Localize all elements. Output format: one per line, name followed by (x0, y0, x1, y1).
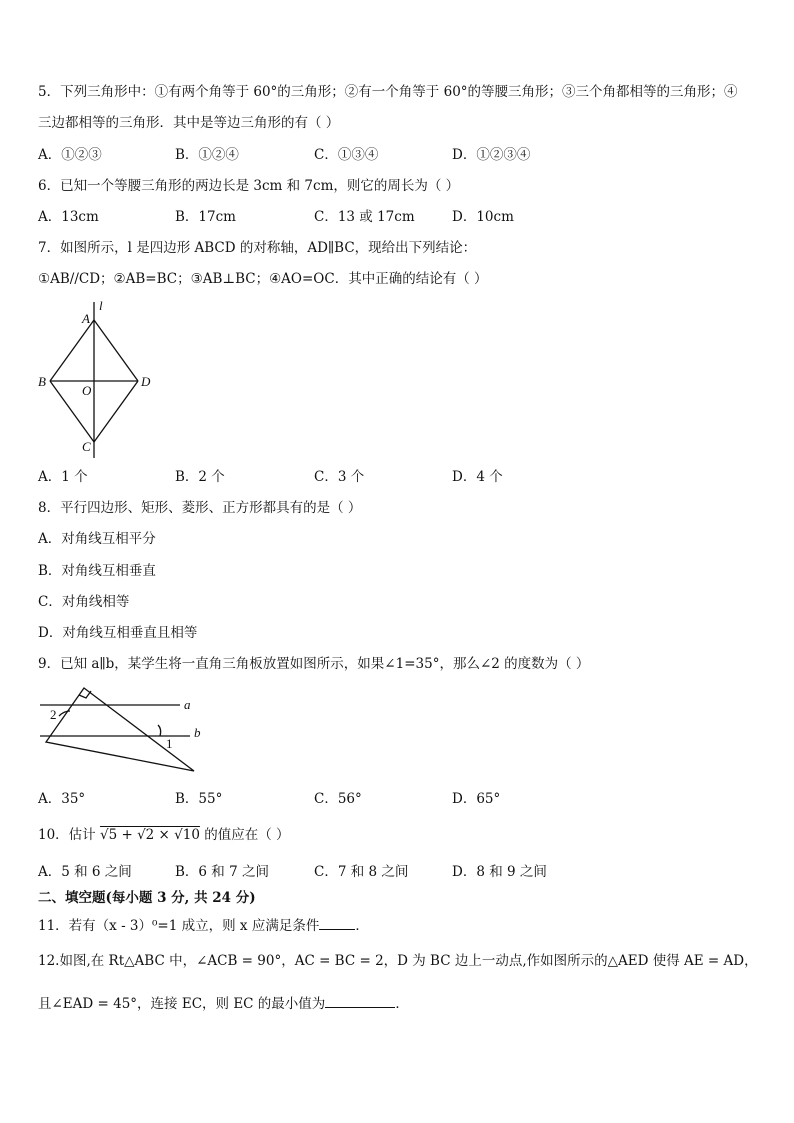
q5-line2: 三边都相等的三角形．其中是等边三角形的有（ ） (38, 115, 340, 131)
q10-suffix: 的值应在（ ） (204, 827, 290, 843)
q11-suffix: ． (355, 918, 369, 934)
q8-option-b: B．对角线互相垂直 (38, 563, 156, 579)
q12-line2 (38, 993, 409, 1013)
q10-prefix: 10．估计 (38, 827, 96, 843)
label-a: a (184, 697, 191, 712)
q12-line2-prefix: 且∠EAD = 45°，连接 EC，则 EC 的最小值为 (38, 996, 326, 1012)
label-b: b (194, 725, 201, 740)
label-o: O (82, 383, 92, 398)
q5-option-b: B．①②④ (175, 147, 239, 163)
label-l: l (99, 298, 103, 313)
q9-option-a: A．35° (38, 791, 86, 807)
q9-option-b: B．55° (175, 791, 223, 807)
q10-option-a: A．5 和 6 之间 (38, 864, 132, 880)
side-ad (94, 320, 138, 381)
q8-option-a: A．对角线互相平分 (38, 531, 156, 547)
q10-text (38, 826, 290, 844)
q8-text: 8．平行四边形、矩形、菱形、正方形都具有的是（ ） (38, 500, 362, 516)
q10-expression: √5 + √2 × √10 (99, 827, 200, 843)
q11-answer-blank[interactable] (319, 915, 355, 930)
q7-option-d: D．4 个 (452, 469, 503, 485)
q10-option-d: D．8 和 9 之间 (452, 864, 547, 880)
angle1-arc (158, 725, 161, 736)
q6-option-a: A．13cm (38, 209, 99, 225)
label-angle2: 2 (50, 707, 57, 722)
q10-option-c: C．7 和 8 之间 (314, 864, 409, 880)
q5-line1: 5．下列三角形中：①有两个角等于 60°的三角形；②有一个角等于 60°的等腰三角形；③三个角都相等的三角形；④ (38, 84, 738, 100)
q7-line1: 7．如图所示，l 是四边形 ABCD 的对称轴，AD∥BC，现给出下列结论： (38, 240, 477, 256)
q5-option-a: A．①②③ (38, 147, 102, 163)
q9-option-d: D．65° (452, 791, 501, 807)
label-c: C (82, 439, 91, 454)
q6-text: 6．已知一个等腰三角形的两边长是 3cm 和 7cm，则它的周长为（ ） (38, 178, 460, 194)
q8-option-c: C．对角线相等 (38, 594, 130, 610)
q11-prefix: 11．若有（x - 3）⁰=1 成立，则 x 应满足条件 (38, 918, 320, 934)
label-b: B (38, 374, 46, 389)
q10-option-b: B．6 和 7 之间 (175, 864, 269, 880)
label-a: A (82, 311, 90, 326)
q12-line1: 12.如图,在 Rt△ABC 中，∠ACB = 90°，AC = BC = 2，D 为 BC 边上一动点,作如图所示的△AED 使得 AE = AD， (38, 953, 758, 969)
q7-kite-figure (30, 296, 170, 458)
q11-text (38, 915, 369, 935)
label-angle1: 1 (166, 736, 173, 751)
q12-answer-blank[interactable] (325, 993, 395, 1008)
q5-option-c: C．①③④ (314, 147, 379, 163)
q5-option-d: D．①②③④ (452, 147, 531, 163)
side-ab (50, 320, 94, 381)
right-triangle-ruler (46, 688, 194, 771)
q6-option-d: D．10cm (452, 209, 514, 225)
section2-title: 二、填空题(每小题 3 分, 共 24 分) (38, 890, 256, 906)
q12-line2-suffix: ． (395, 996, 409, 1012)
q7-option-c: C．3 个 (314, 469, 365, 485)
q7-line2: ①AB//CD；②AB=BC；③AB⊥BC；④AO=OC．其中正确的结论有（ ） (38, 271, 488, 287)
q8-option-d: D．对角线互相垂直且相等 (38, 625, 198, 641)
q7-option-b: B．2 个 (175, 469, 225, 485)
q6-option-c: C．13 或 17cm (314, 209, 415, 225)
q7-option-a: A．1 个 (38, 469, 88, 485)
q9-text: 9．已知 a∥b，某学生将一直角三角板放置如图所示，如果∠1=35°，那么∠2 的度数为（ ） (38, 656, 590, 672)
q9-triangle-figure (34, 682, 220, 774)
q6-option-b: B．17cm (175, 209, 236, 225)
q9-option-c: C．56° (314, 791, 362, 807)
label-d: D (141, 374, 151, 389)
side-dc (94, 381, 138, 442)
